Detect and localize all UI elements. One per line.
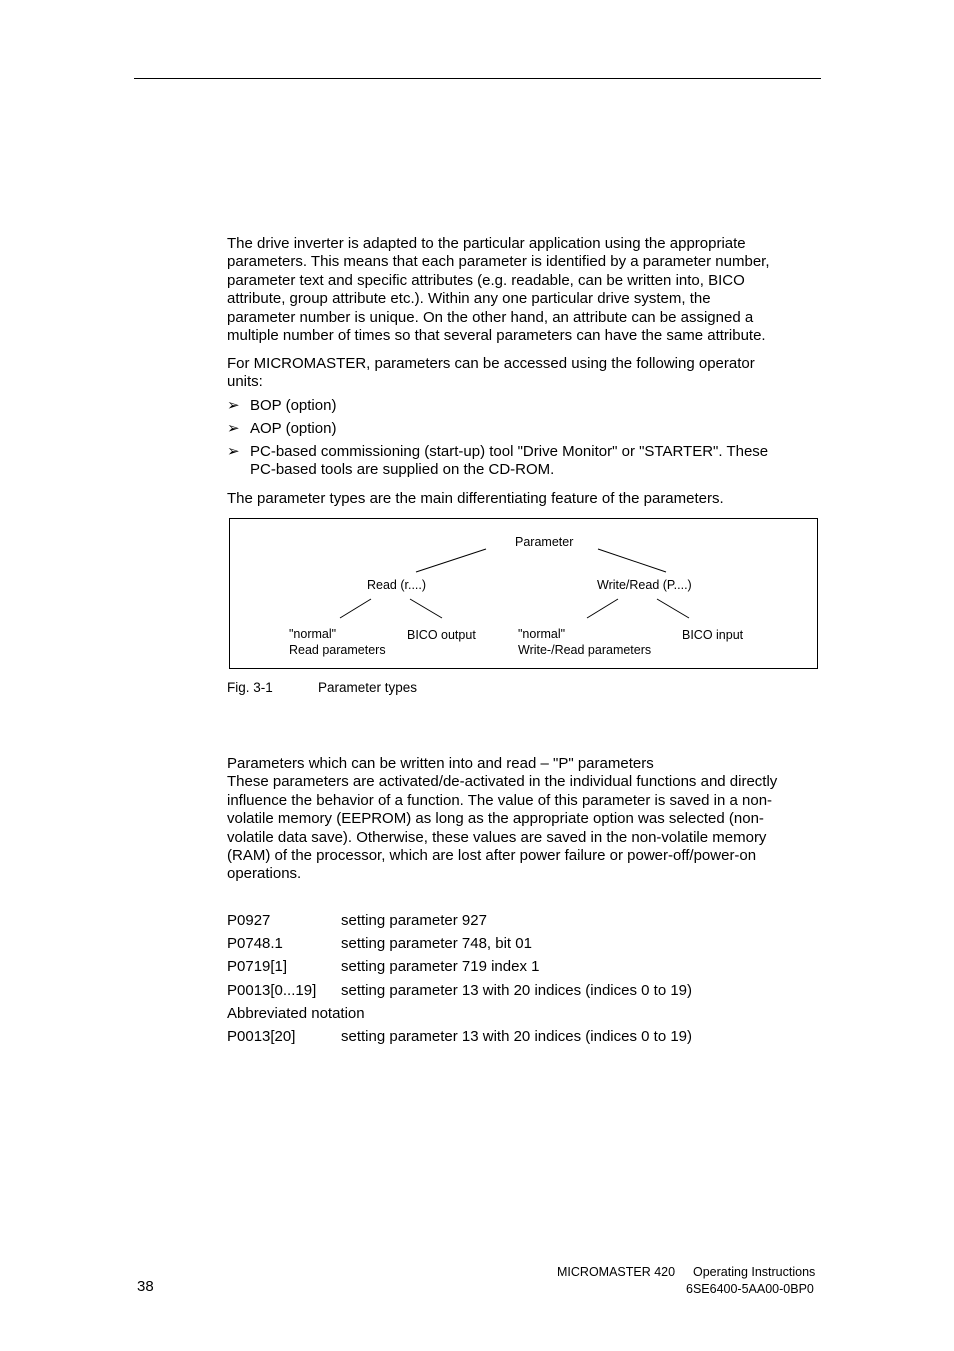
text-line: For MICROMASTER, parameters can be accessed using the following operator [227,355,755,372]
example-code: P0748.1 [227,935,283,952]
diagram-node-write-read: Write/Read (P....) [597,578,692,592]
text-line: operations. [227,865,302,883]
text-line: attribute, group attribute etc.). Within any one particular drive system, the [227,290,711,308]
text-line: parameter text and specific attributes (e.g. readable, can be written into, BICO [227,271,745,289]
text-line: The drive inverter is adapted to the particular application using the appropriate [227,235,746,252]
diagram-node-normal-write: Write-/Read parameters [518,643,652,657]
parameter-types-intro [227,490,821,508]
text-line: These parameters are activated/de-activated in the individual functions and directly [227,773,778,791]
list-item-text: PC-based tools are supplied on the CD-ROM. [250,461,555,479]
diagram-node-normal-read: "normal" [289,627,337,641]
footer-order-number: 6SE6400-5AA00-0BP0 [686,1282,814,1296]
figure-caption: Parameter types [318,680,418,695]
parameter-types-diagram [229,518,818,669]
example-description: setting parameter 13 with 20 indices (indices 0 to 19) [341,1028,693,1045]
connector-line [598,549,666,572]
intro-paragraph [227,235,821,345]
header-rule [134,78,821,79]
arrow-bullet-icon: ➢ [227,443,240,460]
example-description: setting parameter 719 index 1 [341,958,540,975]
figure-number: Fig. 3-1 [227,680,273,695]
example-code: P0013[0...19] [227,982,317,999]
example-description: setting parameter 13 with 20 indices (indices 0 to 19) [341,982,693,999]
example-description: setting parameter 748, bit 01 [341,935,532,952]
text-line: parameter number is unique. On the other hand, an attribute can be assigned a [227,308,754,326]
text-line: volatile memory (EEPROM) as long as the appropriate option was selected (non- [227,810,764,828]
list-item-text: PC-based commissioning (start-up) tool "Drive Monitor" or "STARTER". These [250,443,769,460]
example-code: P0013[20] [227,1028,296,1045]
text-line: multiple number of times so that several parameters can have the same attribute. [227,327,766,345]
connector-line [340,599,371,618]
diagram-node-bico-output: BICO output [407,628,476,642]
diagram-node-normal-read: Read parameters [289,643,386,657]
text-line: influence the behavior of a function. The value of this parameter is saved in a non- [227,791,773,809]
text-line: The parameter types are the main differentiating feature of the parameters. [227,490,724,507]
arrow-bullet-icon: ➢ [227,420,240,437]
diagram-node-bico-input: BICO input [682,628,744,642]
diagram-node-read: Read (r....) [367,578,427,592]
connector-line [587,599,618,618]
example-code: Abbreviated notation [227,1005,365,1022]
text-line: units: [227,373,263,391]
arrow-bullet-icon: ➢ [227,397,240,414]
text-line: volatile data save). Otherwise, these values are saved in the non-volatile memory [227,828,767,846]
connector-line [657,599,689,618]
footer-doc-type: Operating Instructions [693,1265,816,1279]
diagram-node-normal-write: "normal" [518,627,566,641]
operator-units-paragraph [227,355,821,392]
list-item-text: BOP (option) [250,397,337,414]
page-number: 38 [137,1278,154,1295]
footer-product: MICROMASTER 420 [557,1265,676,1279]
text-line: parameters. This means that each parameter is identified by a parameter number, [227,253,770,271]
connector-line [410,599,442,618]
example-code: P0927 [227,912,271,929]
example-code: P0719[1] [227,958,288,975]
connector-line [416,549,486,572]
example-description: setting parameter 927 [341,912,487,929]
p-parameters-paragraph [227,755,821,884]
text-line: (RAM) of the processor, which are lost after power failure or power-off/power-on [227,847,757,865]
diagram-node-parameter: Parameter [515,535,574,549]
list-item-text: AOP (option) [250,420,337,437]
text-line: Parameters which can be written into and read – "P" parameters [227,755,654,772]
